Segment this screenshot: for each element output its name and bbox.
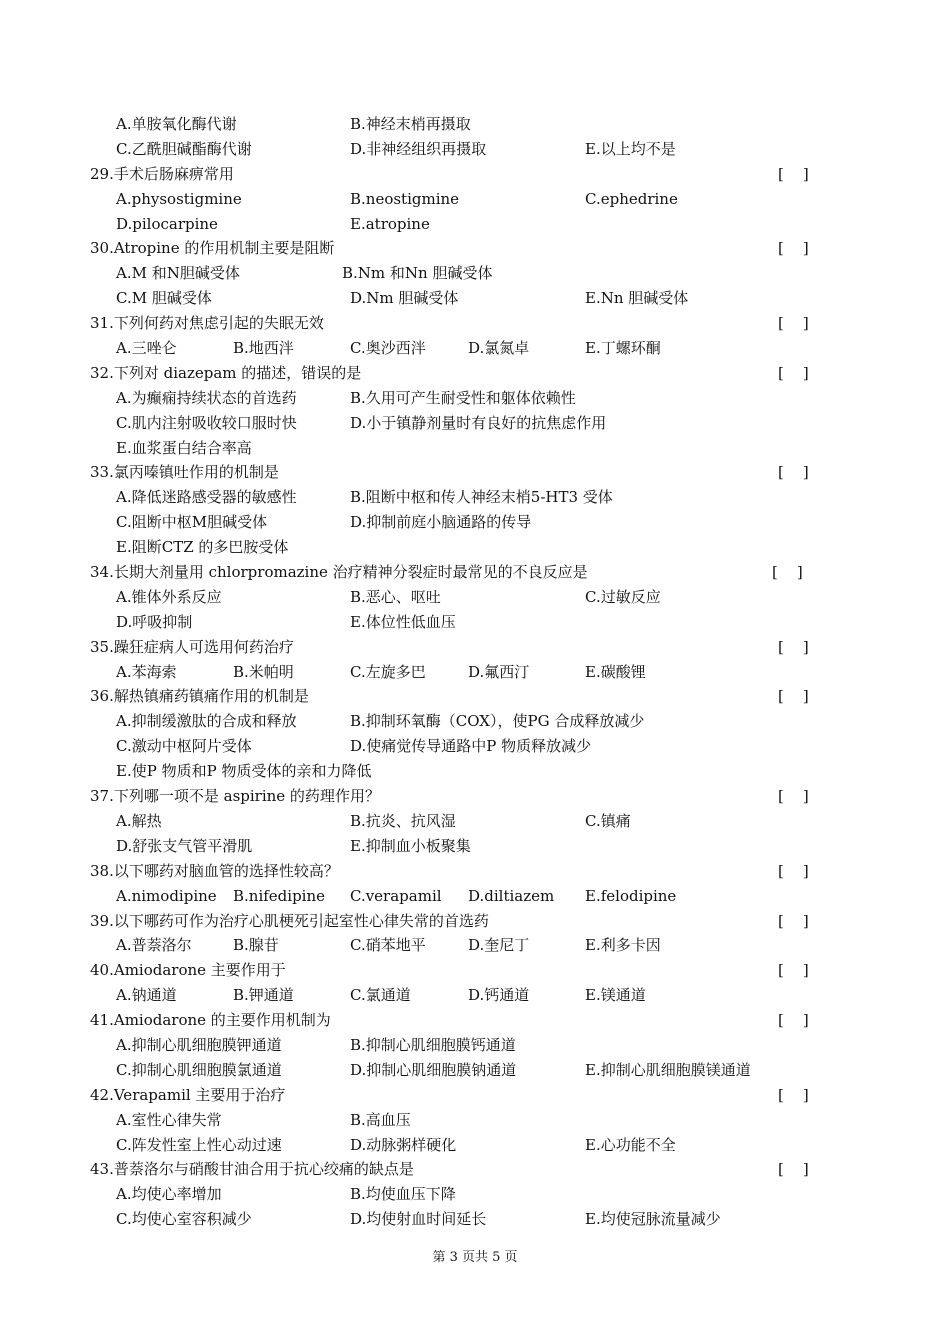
answer-option: B.米帕明 <box>233 662 294 681</box>
question-stem-row <box>0 311 950 336</box>
question-list <box>0 112 950 1232</box>
options-row <box>0 709 950 734</box>
options-row <box>0 411 950 436</box>
answer-option: D.pilocarpine <box>116 214 218 233</box>
answer-bracket[interactable]: [ ] <box>778 687 809 706</box>
answer-bracket[interactable]: [ ] <box>778 637 809 656</box>
answer-option: A.单胺氧化酶代谢 <box>116 115 237 133</box>
answer-bracket[interactable]: [ ] <box>778 1160 809 1179</box>
answer-option: A.降低迷路感受器的敏感性 <box>116 488 297 507</box>
question-stem: 40.Amiodarone 主要作用于 <box>90 961 286 980</box>
answer-bracket[interactable]: [ ] <box>778 861 809 880</box>
question-stem-row <box>0 162 950 187</box>
answer-option: B.抗炎、抗风湿 <box>350 811 456 830</box>
question-stem: 43.普萘洛尔与硝酸甘油合用于抗心绞痛的缺点是 <box>90 1160 414 1179</box>
answer-bracket[interactable]: [ ] <box>778 787 809 806</box>
answer-option: C.镇痛 <box>585 811 631 830</box>
options-row <box>0 336 950 361</box>
answer-option: C.硝苯地平 <box>350 936 426 955</box>
options-row <box>0 734 950 759</box>
answer-option: A.三唑仑 <box>116 339 177 358</box>
answer-option: E.血浆蛋白结合率高 <box>116 438 252 457</box>
answer-option: D.氯氮卓 <box>468 339 530 358</box>
question-stem: 42.Verapamil 主要用于治疗 <box>90 1085 286 1104</box>
options-row <box>0 1133 950 1158</box>
options-row <box>0 983 950 1008</box>
question-stem: 39.以下哪药可作为治疗心肌梗死引起室性心律失常的首选药 <box>90 911 489 930</box>
answer-bracket[interactable]: [ ] <box>778 1085 809 1104</box>
answer-option: E.抑制血小板聚集 <box>350 836 471 855</box>
answer-option: E.以上均不是 <box>585 139 676 158</box>
answer-option: E.镁通道 <box>585 986 646 1005</box>
question-stem-row <box>0 361 950 386</box>
answer-option: A.解热 <box>116 811 162 830</box>
options-row <box>0 212 950 237</box>
question-stem-row <box>0 1083 950 1108</box>
options-row <box>0 1108 950 1133</box>
answer-option: E.阻断CTZ 的多巴胺受体 <box>116 538 289 557</box>
question-stem-row <box>0 958 950 983</box>
answer-option: E.利多卡因 <box>585 936 661 955</box>
options-row <box>0 660 950 685</box>
answer-option: B.恶心、呕吐 <box>350 587 441 606</box>
answer-option: B.nifedipine <box>233 886 326 905</box>
answer-option: D.Nm 胆碱受体 <box>350 289 459 308</box>
question-stem: 35.躁狂症病人可选用何药治疗 <box>90 637 294 656</box>
question-stem: 33.氯丙嗪镇吐作用的机制是 <box>90 463 279 482</box>
question-stem: 34.长期大剂量用 chlorpromazine 治疗精神分裂症时最常见的不良反应是 <box>90 563 588 582</box>
answer-bracket[interactable]: [ ] <box>778 911 809 930</box>
question-stem: 31.下列何药对焦虑引起的失眠无效 <box>90 314 324 333</box>
options-row <box>0 759 950 784</box>
answer-option: B.久用可产生耐受性和躯体依赖性 <box>350 388 576 407</box>
answer-option: B.均使血压下降 <box>350 1185 456 1204</box>
answer-option: C.乙酰胆碱酯酶代谢 <box>116 139 252 158</box>
answer-option: E.使P 物质和P 物质受体的亲和力降低 <box>116 762 372 781</box>
answer-option: A.M 和N胆碱受体 <box>116 264 240 283</box>
answer-option: B.神经末梢再摄取 <box>350 115 471 133</box>
answer-option: D.舒张支气管平滑肌 <box>116 836 253 855</box>
options-row <box>0 585 950 610</box>
answer-option: A.抑制缓激肽的合成和释放 <box>116 712 297 731</box>
answer-option: C.阵发性室上性心动过速 <box>116 1135 282 1154</box>
answer-option: D.抑制心肌细胞膜钠通道 <box>350 1060 517 1079</box>
answer-option: C.ephedrine <box>585 189 678 208</box>
answer-option: D.抑制前庭小脑通路的传导 <box>350 513 532 532</box>
answer-option: E.抑制心肌细胞膜镁通道 <box>585 1060 751 1079</box>
options-row <box>0 834 950 859</box>
answer-option: B.腺苷 <box>233 936 279 955</box>
answer-option: E.均使冠脉流量减少 <box>585 1210 721 1229</box>
answer-option: B.抑制环氧酶（COX），使PG 合成释放减少 <box>350 712 645 731</box>
answer-option: A.均使心率增加 <box>116 1185 222 1204</box>
page-footer: 第 3 页共 5 页 <box>432 1250 518 1265</box>
options-row <box>0 1033 950 1058</box>
question-stem-row <box>0 859 950 884</box>
options-row <box>0 112 950 137</box>
options-row <box>0 610 950 635</box>
answer-option: A.苯海索 <box>116 662 177 681</box>
answer-option: E.碳酸锂 <box>585 662 646 681</box>
answer-bracket[interactable]: [ ] <box>778 314 809 333</box>
answer-option: C.奥沙西泮 <box>350 339 426 358</box>
answer-option: B.钾通道 <box>233 986 294 1005</box>
answer-option: A.钠通道 <box>116 986 177 1005</box>
answer-option: E.心功能不全 <box>585 1135 676 1154</box>
answer-bracket[interactable]: [ ] <box>778 164 809 183</box>
answer-option: C.左旋多巴 <box>350 662 426 681</box>
answer-option: E.atropine <box>350 214 430 233</box>
options-row <box>0 137 950 162</box>
answer-option: D.动脉粥样硬化 <box>350 1135 457 1154</box>
answer-option: C.肌内注射吸收较口服时快 <box>116 413 297 432</box>
answer-bracket[interactable]: [ ] <box>778 463 809 482</box>
answer-bracket[interactable]: [ ] <box>778 961 809 980</box>
options-row <box>0 1182 950 1207</box>
options-row <box>0 1207 950 1232</box>
answer-option: A.为癫痫持续状态的首选药 <box>116 388 297 407</box>
question-stem-row <box>0 909 950 934</box>
answer-option: A.physostigmine <box>116 189 242 208</box>
answer-option: A.普萘洛尔 <box>116 936 192 955</box>
answer-option: D.小于镇静剂量时有良好的抗焦虑作用 <box>350 413 607 432</box>
options-row <box>0 187 950 212</box>
question-stem: 38.以下哪药对脑血管的选择性较高？ <box>90 861 339 880</box>
answer-option: B.高血压 <box>350 1110 411 1129</box>
answer-option: C.激动中枢阿片受体 <box>116 737 252 756</box>
options-row <box>0 485 950 510</box>
answer-option: C.过敏反应 <box>585 587 661 606</box>
question-stem-row <box>0 1008 950 1033</box>
answer-option: D.使痛觉传导通路中P 物质释放减少 <box>350 737 592 756</box>
answer-option: B.Nm 和Nn 胆碱受体 <box>342 264 493 283</box>
answer-option: C.阻断中枢M胆碱受体 <box>116 513 268 532</box>
options-row <box>0 286 950 311</box>
answer-bracket[interactable]: [ ] <box>778 1011 809 1030</box>
question-stem-row <box>0 460 950 485</box>
question-stem-row <box>0 1157 950 1182</box>
answer-option: A.室性心律失常 <box>116 1110 222 1129</box>
answer-option: E.丁螺环酮 <box>585 339 661 358</box>
question-stem: 41.Amiodarone 的主要作用机制为 <box>90 1011 331 1030</box>
options-row <box>0 510 950 535</box>
answer-option: A.抑制心肌细胞膜钾通道 <box>116 1035 282 1054</box>
answer-option: D.呼吸抑制 <box>116 612 193 631</box>
question-stem: 29.手术后肠麻痹常用 <box>90 164 234 183</box>
options-row <box>0 1058 950 1083</box>
answer-option: C.抑制心肌细胞膜氯通道 <box>116 1060 282 1079</box>
question-stem: 30.Atropine 的作用机制主要是阻断 <box>90 239 335 258</box>
answer-option: D.氟西汀 <box>468 662 530 681</box>
options-row <box>0 436 950 461</box>
answer-option: D.非神经组织再摄取 <box>350 139 487 158</box>
answer-option: C.均使心室容积减少 <box>116 1210 252 1229</box>
answer-option: D.diltiazem <box>468 886 555 905</box>
options-row <box>0 535 950 560</box>
question-stem-row <box>0 236 950 261</box>
answer-bracket[interactable]: [ ] <box>772 563 803 582</box>
question-stem-row <box>0 635 950 660</box>
answer-option: E.体位性低血压 <box>350 612 456 631</box>
question-stem: 32.下列对 diazepam 的描述，错误的是 <box>90 363 362 382</box>
answer-option: C.M 胆碱受体 <box>116 289 212 308</box>
answer-option: C.氯通道 <box>350 986 411 1005</box>
answer-option: C.verapamil <box>350 886 442 905</box>
answer-option: B.neostigmine <box>350 189 460 208</box>
answer-option: B.阻断中枢和传人神经末梢5-HT3 受体 <box>350 488 613 507</box>
question-stem-row <box>0 784 950 809</box>
question-stem-row <box>0 560 950 585</box>
question-stem: 36.解热镇痛药镇痛作用的机制是 <box>90 687 309 706</box>
answer-bracket[interactable]: [ ] <box>778 363 809 382</box>
answer-bracket[interactable]: [ ] <box>778 239 809 258</box>
options-row <box>0 386 950 411</box>
question-stem-row <box>0 684 950 709</box>
answer-option: B.抑制心肌细胞膜钙通道 <box>350 1035 516 1054</box>
options-row <box>0 261 950 286</box>
options-row <box>0 884 950 909</box>
answer-option: D.均使射血时间延长 <box>350 1210 487 1229</box>
options-row <box>0 933 950 958</box>
answer-option: D.奎尼丁 <box>468 936 530 955</box>
options-row <box>0 809 950 834</box>
question-stem: 37.下列哪一项不是 aspirine 的药理作用？ <box>90 787 380 806</box>
answer-option: E.felodipine <box>585 886 677 905</box>
answer-option: A.锥体外系反应 <box>116 587 222 606</box>
answer-option: A.nimodipine <box>116 886 217 905</box>
answer-option: D.钙通道 <box>468 986 530 1005</box>
answer-option: E.Nn 胆碱受体 <box>585 289 689 308</box>
answer-option: B.地西泮 <box>233 339 294 358</box>
